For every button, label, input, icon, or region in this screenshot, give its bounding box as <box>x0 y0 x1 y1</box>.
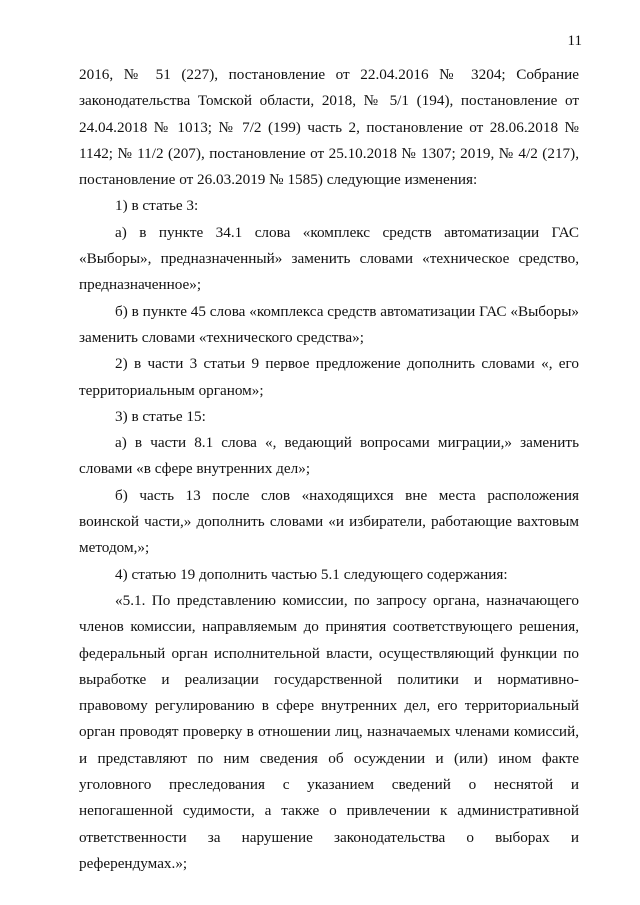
paragraph-item-1a: а) в пункте 34.1 слова «комплекс средств автоматизации ГАС «Выборы», предназначенный» заменить словами «техническое средство, предназначенное»; <box>79 223 579 294</box>
paragraph-item-2: 2) в части 3 статьи 9 первое предложение дополнить словами «, его территориальным органом»; <box>79 355 579 399</box>
paragraph-item-3b: б) часть 13 после слов «находящихся вне места расположения воинской части,» дополнить словами «и избиратели, работающие вахтовым методом,»; <box>79 486 579 557</box>
paragraph-quoted-part-5-1: «5.1. По представлению комиссии, по запросу органа, назначающего членов комиссии, направляемым до принятия соответствующего решения, федеральный орган исполнительной власти, осуществляющий функции по выработке и реализации государственной политики и нормативно-правовому регулированию в сфере внутренних дел, его территориальный орган проводят проверку в отношении лиц, назначаемых членами комиссий, и представляют по ним сведения об осуждении и (или) ином факте уголовного преследования с указанием сведений о неснятой и непогашенной судимости, а также о привлечении к административной ответственности за нарушение законодательства о выборах и референдумах.»; <box>79 591 579 872</box>
paragraph-item-3: 3) в статье 15: <box>115 407 206 425</box>
paragraph-item-4: 4) статью 19 дополнить частью 5.1 следующего содержания: <box>115 565 508 583</box>
paragraph-item-3a: а) в части 8.1 слова «, ведающий вопросами миграции,» заменить словами «в сфере внутренних дел»; <box>79 434 579 478</box>
paragraph-item-1b: б) в пункте 45 слова «комплекса средств автоматизации ГАС «Выборы» заменить словами «технического средства»; <box>79 302 579 346</box>
paragraph-item-1: 1) в статье 3: <box>115 197 199 215</box>
document-body <box>79 62 579 877</box>
paragraph-sources-continuation: 2016, № 51 (227), постановление от 22.04.2016 № 3204; Собрание законодательства Томской области, 2018, № 5/1 (194), постановление от 24.04.2018 № 1013; № 7/2 (199) часть 2, постановление от 28.06.2018 № 1142; № 11/2 (207), постановление от 25.10.2018 № 1307; 2019, № 4/2 (217), постановление от 26.03.2019 № 1585) следующие изменения: <box>79 66 579 189</box>
page-number: 11 <box>567 33 582 49</box>
